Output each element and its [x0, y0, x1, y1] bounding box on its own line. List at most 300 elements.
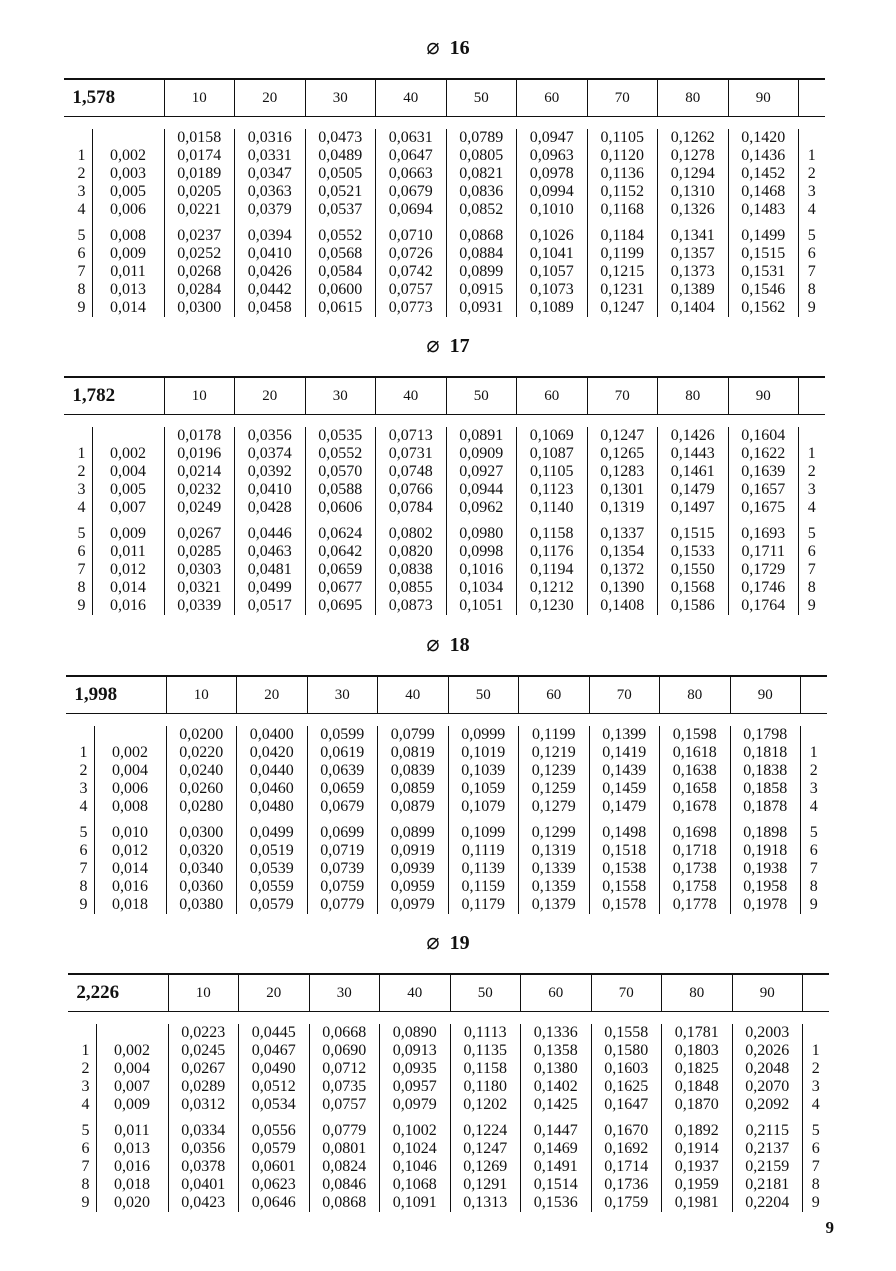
table-cell: 0,1625	[591, 1078, 662, 1096]
table-cell: 0,1604	[728, 427, 799, 445]
table-cell: 0,1230	[517, 597, 588, 615]
column-header: 10	[168, 974, 239, 1012]
table-cell: 0,1675	[728, 499, 799, 517]
table-cell: 0,1892	[662, 1122, 733, 1140]
diameter-value: 19	[449, 932, 470, 954]
table-cell: 0,1818	[730, 744, 801, 762]
table-cell: 0,0999	[448, 726, 519, 744]
key-value-text: 1,998	[74, 684, 118, 705]
row-label-right: 5	[803, 1122, 829, 1140]
table-cell: 0,0505	[305, 165, 376, 183]
table-cell: 0,1136	[587, 165, 658, 183]
table-row	[64, 525, 825, 543]
table-cell: 0,0339	[164, 597, 235, 615]
table-cell: 0,1046	[380, 1158, 451, 1176]
table-cell: 0,1373	[658, 263, 729, 281]
table-cell: 0,1803	[662, 1042, 733, 1060]
unit-value: 0,016	[94, 878, 166, 896]
table-cell: 0,1319	[519, 842, 590, 860]
table-cell: 0,0599	[307, 726, 378, 744]
table-row	[66, 798, 827, 816]
table-cell: 0,1491	[521, 1158, 592, 1176]
table-row	[64, 281, 825, 299]
column-header: 10	[164, 79, 235, 117]
table-cell: 0,0535	[305, 427, 376, 445]
table-cell: 0,2137	[732, 1140, 803, 1158]
unit-value	[96, 1024, 168, 1042]
table-cell: 0,0473	[305, 129, 376, 147]
table-cell: 0,1089	[517, 299, 588, 317]
row-label: 8	[81, 1176, 90, 1193]
section-title	[0, 929, 896, 955]
table-cell: 0,1499	[728, 227, 799, 245]
unit-value	[94, 726, 166, 744]
table-cell: 0,0394	[235, 227, 306, 245]
header-row	[64, 79, 825, 117]
unit-value: 0,002	[94, 744, 166, 762]
table-cell: 0,0963	[517, 147, 588, 165]
row-label: 1	[77, 147, 86, 164]
table-cell: 0,0174	[164, 147, 235, 165]
row-label-right	[799, 427, 825, 445]
table-cell: 0,0178	[164, 427, 235, 445]
row-label: 2	[77, 463, 86, 480]
table-cell: 0,1299	[519, 824, 590, 842]
table-cell: 0,0690	[309, 1042, 380, 1060]
table-cell: 0,0260	[166, 780, 237, 798]
table-cell: 0,0552	[305, 445, 376, 463]
row-label-right	[803, 1024, 829, 1042]
table-row	[66, 824, 827, 842]
table-row	[68, 1140, 829, 1158]
table-cell: 0,0957	[380, 1078, 451, 1096]
row-label: 1	[81, 1042, 90, 1059]
table-cell: 0,0927	[446, 463, 517, 481]
column-header: 50	[446, 79, 517, 117]
table-cell: 0,1039	[448, 762, 519, 780]
row-label: 2	[81, 1060, 90, 1077]
row-label-right	[799, 129, 825, 147]
column-header: 70	[589, 676, 660, 714]
table-cell: 0,1497	[658, 499, 729, 517]
unit-value: 0,009	[96, 1096, 168, 1114]
table-row	[64, 427, 825, 445]
column-header: 60	[517, 79, 588, 117]
row-label-right: 2	[801, 762, 827, 780]
table-cell: 0,0285	[164, 543, 235, 561]
table-cell: 0,0240	[166, 762, 237, 780]
table-cell: 0,0356	[168, 1140, 239, 1158]
table-cell: 0,1959	[662, 1176, 733, 1194]
table-cell: 0,0998	[446, 543, 517, 561]
table-row	[64, 183, 825, 201]
table-cell: 0,0552	[305, 227, 376, 245]
table-cell: 0,0196	[164, 445, 235, 463]
table-cell: 0,1026	[517, 227, 588, 245]
row-label-right: 2	[799, 165, 825, 183]
row-label: 5	[77, 227, 86, 244]
table-cell: 0,0606	[305, 499, 376, 517]
table-cell: 0,1354	[587, 543, 658, 561]
row-label-right: 4	[803, 1096, 829, 1114]
table-row	[64, 579, 825, 597]
table-cell: 0,1550	[658, 561, 729, 579]
table-cell: 0,1219	[519, 744, 590, 762]
section-title	[0, 34, 896, 60]
table-cell: 0,1452	[728, 165, 799, 183]
table-cell: 0,0931	[446, 299, 517, 317]
table-cell: 0,1283	[587, 463, 658, 481]
unit-value: 0,005	[92, 183, 164, 201]
key-value	[68, 974, 168, 1012]
table-row	[64, 597, 825, 615]
table-cell: 0,0463	[235, 543, 306, 561]
table-cell: 0,1310	[658, 183, 729, 201]
table-cell: 0,0360	[166, 878, 237, 896]
table-cell: 0,1002	[380, 1122, 451, 1140]
table-cell: 0,1638	[660, 762, 731, 780]
column-header-blank	[799, 377, 825, 415]
unit-value: 0,004	[92, 463, 164, 481]
table-cell: 0,0859	[378, 780, 449, 798]
header-row	[66, 676, 827, 714]
table-cell: 0,2204	[732, 1194, 803, 1212]
unit-value: 0,020	[96, 1194, 168, 1212]
table-cell: 0,1598	[660, 726, 731, 744]
table-cell: 0,2092	[732, 1096, 803, 1114]
table-cell: 0,0757	[309, 1096, 380, 1114]
table-cell: 0,1358	[521, 1042, 592, 1060]
row-label-right: 9	[799, 299, 825, 317]
table-cell: 0,1120	[587, 147, 658, 165]
row-label: 6	[77, 543, 86, 560]
table-row	[64, 129, 825, 147]
column-header: 30	[307, 676, 378, 714]
unit-value: 0,007	[96, 1078, 168, 1096]
table-cell: 0,0445	[239, 1024, 310, 1042]
table-cell: 0,0521	[305, 183, 376, 201]
table-cell: 0,0757	[376, 281, 447, 299]
table-cell: 0,0460	[237, 780, 308, 798]
table-row	[68, 1176, 829, 1194]
table-cell: 0,1498	[589, 824, 660, 842]
row-label-right: 8	[799, 579, 825, 597]
table-cell: 0,0303	[164, 561, 235, 579]
table-cell: 0,0731	[376, 445, 447, 463]
table-row	[66, 726, 827, 744]
row-label-right: 4	[801, 798, 827, 816]
table-cell: 0,0499	[237, 824, 308, 842]
table-cell: 0,1981	[662, 1194, 733, 1212]
table-row	[68, 1060, 829, 1078]
table-cell: 0,1764	[728, 597, 799, 615]
table-cell: 0,1693	[728, 525, 799, 543]
table-cell: 0,0601	[239, 1158, 310, 1176]
row-label: 3	[77, 183, 86, 200]
table-cell: 0,1168	[587, 201, 658, 219]
table-cell: 0,1562	[728, 299, 799, 317]
table-cell: 0,0600	[305, 281, 376, 299]
table-cell: 0,1759	[591, 1194, 662, 1212]
table-cell: 0,1729	[728, 561, 799, 579]
row-label-right: 2	[799, 463, 825, 481]
row-label: 4	[81, 1096, 90, 1113]
unit-value	[92, 129, 164, 147]
table-cell: 0,0624	[305, 525, 376, 543]
table-cell: 0,1658	[660, 780, 731, 798]
table-cell: 0,1179	[448, 896, 519, 914]
table-cell: 0,1247	[587, 299, 658, 317]
table-cell: 0,1269	[450, 1158, 521, 1176]
table-cell: 0,0347	[235, 165, 306, 183]
table-cell: 0,0873	[376, 597, 447, 615]
column-header: 60	[521, 974, 592, 1012]
table-cell: 0,1515	[728, 245, 799, 263]
table-cell: 0,0458	[235, 299, 306, 317]
table-cell: 0,0584	[305, 263, 376, 281]
table-cell: 0,1858	[730, 780, 801, 798]
table-row	[68, 1194, 829, 1212]
column-header: 20	[235, 79, 306, 117]
table-cell: 0,1647	[591, 1096, 662, 1114]
row-label-right: 3	[799, 183, 825, 201]
table-cell: 0,0899	[378, 824, 449, 842]
table-cell: 0,1291	[450, 1176, 521, 1194]
table-cell: 0,1546	[728, 281, 799, 299]
row-label-right: 6	[799, 245, 825, 263]
table-cell: 0,0316	[235, 129, 306, 147]
table-cell: 0,0852	[446, 201, 517, 219]
table-cell: 0,1439	[589, 762, 660, 780]
data-table	[64, 376, 825, 615]
table-cell: 0,1279	[519, 798, 590, 816]
table-cell: 0,0340	[166, 860, 237, 878]
table-cell: 0,1781	[662, 1024, 733, 1042]
unit-value: 0,014	[92, 299, 164, 317]
row-label: 9	[81, 1194, 90, 1211]
table-cell: 0,0392	[235, 463, 306, 481]
row-label-right: 3	[799, 481, 825, 499]
table-cell: 0,1419	[589, 744, 660, 762]
table-cell: 0,0820	[376, 543, 447, 561]
column-header: 80	[658, 79, 729, 117]
table-cell: 0,1678	[660, 798, 731, 816]
table-cell: 0,0846	[309, 1176, 380, 1194]
unit-value: 0,013	[96, 1140, 168, 1158]
table-row	[66, 878, 827, 896]
row-label-right	[801, 726, 827, 744]
table-cell: 0,0559	[237, 878, 308, 896]
table-cell: 0,0766	[376, 481, 447, 499]
table-cell: 0,1336	[521, 1024, 592, 1042]
table-cell: 0,0442	[235, 281, 306, 299]
table-cell: 0,0631	[376, 129, 447, 147]
data-table	[64, 78, 825, 317]
column-header: 20	[235, 377, 306, 415]
table-cell: 0,2181	[732, 1176, 803, 1194]
row-label: 9	[79, 896, 88, 913]
column-header: 50	[446, 377, 517, 415]
table-cell: 0,0639	[307, 762, 378, 780]
table-cell: 0,1265	[587, 445, 658, 463]
table-cell: 0,0334	[168, 1122, 239, 1140]
row-label-right: 8	[801, 878, 827, 896]
table-cell: 0,1212	[517, 579, 588, 597]
table-cell: 0,1425	[521, 1096, 592, 1114]
table-cell: 0,1152	[587, 183, 658, 201]
column-header: 90	[730, 676, 801, 714]
table-cell: 0,0534	[239, 1096, 310, 1114]
unit-value: 0,009	[92, 525, 164, 543]
table-cell: 0,0663	[376, 165, 447, 183]
table-cell: 0,0588	[305, 481, 376, 499]
row-label: 7	[77, 263, 86, 280]
column-header: 60	[519, 676, 590, 714]
table-cell: 0,0440	[237, 762, 308, 780]
table-cell: 0,1798	[730, 726, 801, 744]
table-cell: 0,1938	[730, 860, 801, 878]
key-value	[64, 377, 164, 415]
unit-value: 0,008	[92, 227, 164, 245]
unit-value: 0,018	[96, 1176, 168, 1194]
table-cell: 0,0428	[235, 499, 306, 517]
table-row	[68, 1078, 829, 1096]
table-cell: 0,0646	[239, 1194, 310, 1212]
row-label: 4	[77, 499, 86, 516]
row-label-right: 6	[803, 1140, 829, 1158]
table-cell: 0,0220	[166, 744, 237, 762]
row-label: 9	[77, 597, 86, 614]
column-header: 40	[376, 79, 447, 117]
table-cell: 0,0237	[164, 227, 235, 245]
unit-value: 0,009	[92, 245, 164, 263]
table-cell: 0,0300	[164, 299, 235, 317]
table-cell: 0,1622	[728, 445, 799, 463]
table-cell: 0,1825	[662, 1060, 733, 1078]
table-cell: 0,1870	[662, 1096, 733, 1114]
table-cell: 0,1531	[728, 263, 799, 281]
column-header: 90	[732, 974, 803, 1012]
table-cell: 0,1718	[660, 842, 731, 860]
table-cell: 0,1319	[587, 499, 658, 517]
row-label-right: 6	[801, 842, 827, 860]
table-cell: 0,1034	[446, 579, 517, 597]
table-cell: 0,1057	[517, 263, 588, 281]
row-label-right: 1	[799, 445, 825, 463]
table-cell: 0,1019	[448, 744, 519, 762]
unit-value: 0,012	[94, 842, 166, 860]
table-cell: 0,0331	[235, 147, 306, 165]
table-cell: 0,0935	[380, 1060, 451, 1078]
section-title	[0, 332, 896, 358]
table-cell: 0,1379	[519, 896, 590, 914]
table-cell: 0,1736	[591, 1176, 662, 1194]
table-cell: 0,0677	[305, 579, 376, 597]
table-cell: 0,0615	[305, 299, 376, 317]
table-cell: 0,1140	[517, 499, 588, 517]
unit-value: 0,006	[94, 780, 166, 798]
unit-value: 0,002	[92, 445, 164, 463]
table-cell: 0,1468	[728, 183, 799, 201]
table-cell: 0,1536	[521, 1194, 592, 1212]
table-cell: 0,1402	[521, 1078, 592, 1096]
table-cell: 0,0695	[305, 597, 376, 615]
table-cell: 0,1738	[660, 860, 731, 878]
table-cell: 0,1711	[728, 543, 799, 561]
column-header: 60	[517, 377, 588, 415]
table-cell: 0,0712	[309, 1060, 380, 1078]
unit-value: 0,016	[96, 1158, 168, 1176]
row-label: 4	[77, 201, 86, 218]
row-label-right: 3	[801, 780, 827, 798]
table-row	[64, 201, 825, 219]
table-cell: 0,1538	[589, 860, 660, 878]
table-cell: 0,0519	[237, 842, 308, 860]
unit-value: 0,008	[94, 798, 166, 816]
row-label-right: 1	[801, 744, 827, 762]
table-cell: 0,0919	[378, 842, 449, 860]
table-cell: 0,1073	[517, 281, 588, 299]
table-cell: 0,0855	[376, 579, 447, 597]
column-header: 70	[591, 974, 662, 1012]
column-header: 50	[450, 974, 521, 1012]
table-cell: 0,1123	[517, 481, 588, 499]
table-cell: 0,0668	[309, 1024, 380, 1042]
table-row	[64, 263, 825, 281]
table-cell: 0,1262	[658, 129, 729, 147]
unit-value	[92, 427, 164, 445]
unit-value: 0,014	[94, 860, 166, 878]
table-cell: 0,1518	[589, 842, 660, 860]
table-cell: 0,1119	[448, 842, 519, 860]
table-cell: 0,0994	[517, 183, 588, 201]
table-cell: 0,0619	[307, 744, 378, 762]
table-cell: 0,0805	[446, 147, 517, 165]
header-row	[64, 377, 825, 415]
table-cell: 0,1746	[728, 579, 799, 597]
table-cell: 0,1339	[519, 860, 590, 878]
table-cell: 0,0713	[376, 427, 447, 445]
section-d19	[0, 929, 896, 1229]
table-cell: 0,0979	[380, 1096, 451, 1114]
table-cell: 0,2115	[732, 1122, 803, 1140]
table-cell: 0,0499	[235, 579, 306, 597]
table-cell: 0,1657	[728, 481, 799, 499]
column-header: 90	[728, 79, 799, 117]
table-cell: 0,1878	[730, 798, 801, 816]
unit-value: 0,003	[92, 165, 164, 183]
table-cell: 0,1568	[658, 579, 729, 597]
table-cell: 0,1515	[658, 525, 729, 543]
table-row	[64, 543, 825, 561]
row-label-right: 7	[799, 561, 825, 579]
row-label: 8	[77, 281, 86, 298]
table-cell: 0,1326	[658, 201, 729, 219]
table-cell: 0,1180	[450, 1078, 521, 1096]
table-cell: 0,1359	[519, 878, 590, 896]
table-cell: 0,0779	[307, 896, 378, 914]
row-label-right: 9	[799, 597, 825, 615]
table-cell: 0,1087	[517, 445, 588, 463]
table-cell: 0,1113	[450, 1024, 521, 1042]
table-cell: 0,1937	[662, 1158, 733, 1176]
section-d18	[0, 631, 896, 931]
table-cell: 0,0517	[235, 597, 306, 615]
table-cell: 0,0726	[376, 245, 447, 263]
diameter-value: 17	[449, 335, 470, 357]
table-row	[66, 842, 827, 860]
table-cell: 0,0838	[376, 561, 447, 579]
